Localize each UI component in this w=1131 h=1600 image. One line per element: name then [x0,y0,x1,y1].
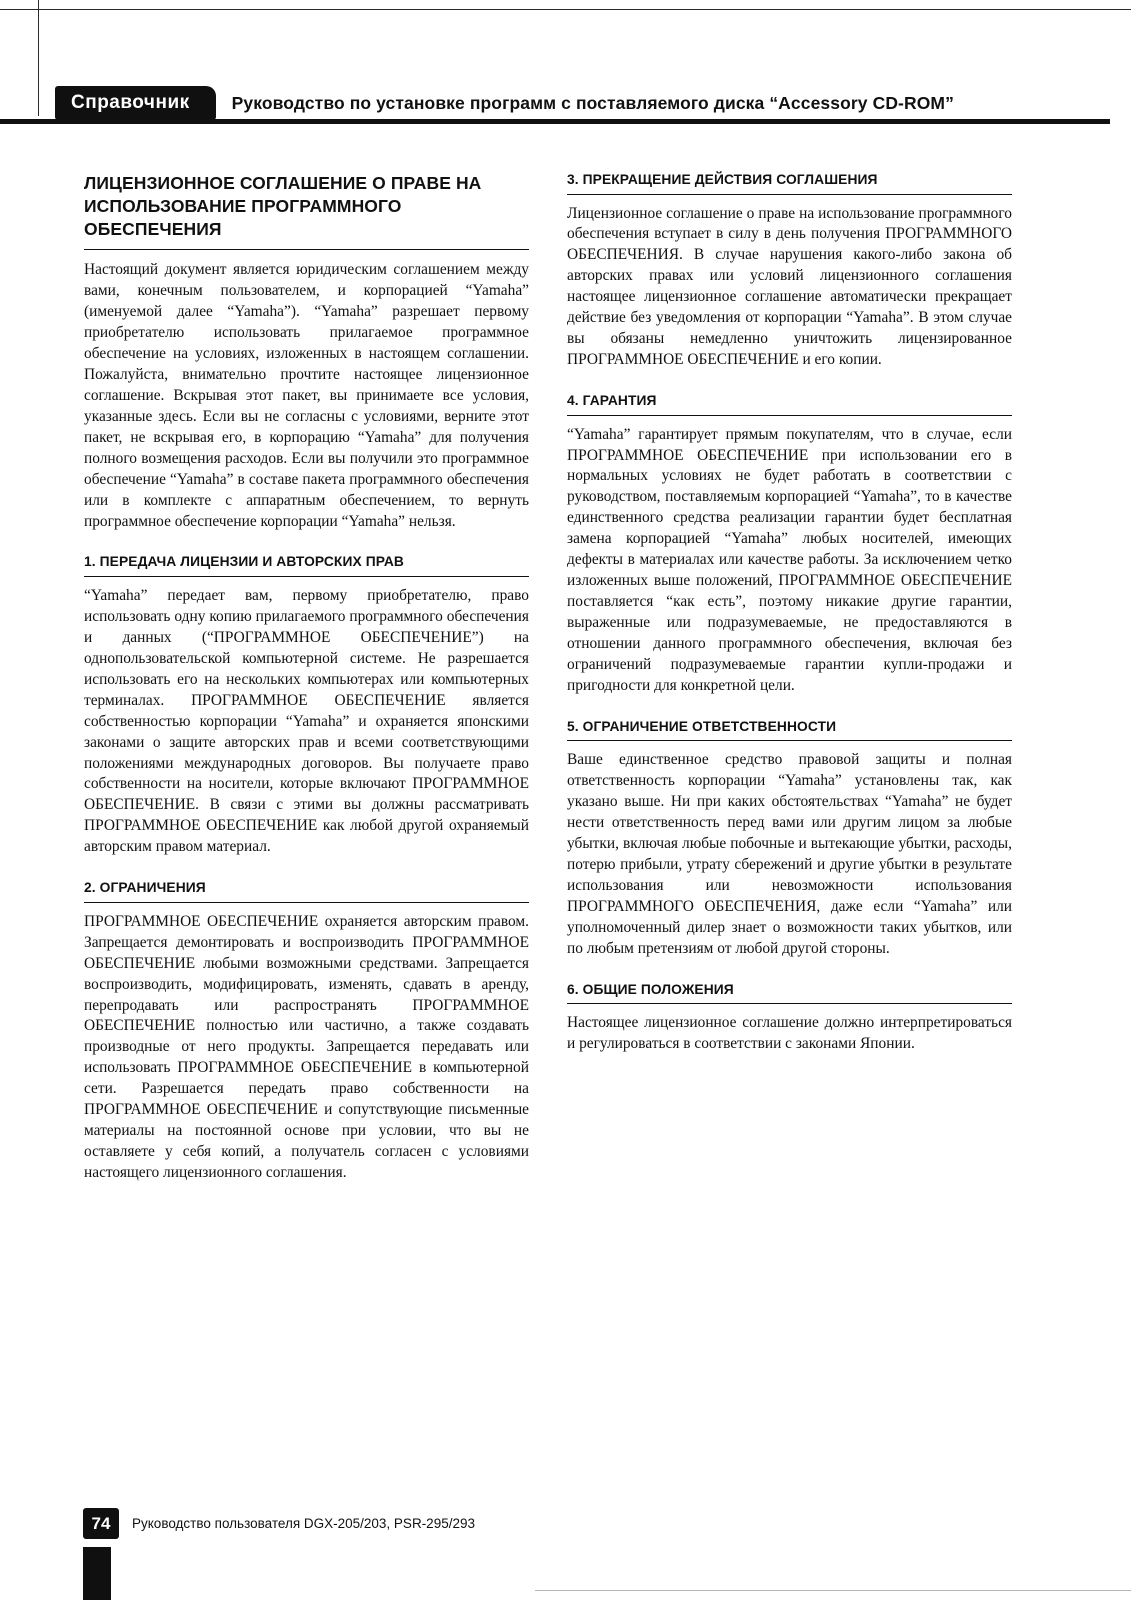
page-number-badge: 74 [83,1508,119,1539]
section-liability-limitation [567,719,1012,960]
page-footer [83,1508,475,1539]
footer-manual-title: Руководство пользователя DGX-205/203, PSR-295/293 [132,1516,475,1531]
header-divider [0,119,1110,124]
top-crop-line [0,9,1131,10]
section-termination [567,172,1012,371]
section-general-provisions [567,982,1012,1055]
section-title: 1. ПЕРЕДАЧА ЛИЦЕНЗИИ И АВТОРСКИХ ПРАВ [84,554,529,577]
section-title: 6. ОБЩИЕ ПОЛОЖЕНИЯ [567,982,1012,1005]
left-crop-line [38,0,39,116]
section-title: 2. ОГРАНИЧЕНИЯ [84,880,529,903]
license-intro-paragraph: Настоящий документ является юридическим соглашением между вами, конечным пользователем, и корпорацией “Yamaha” (именуемой далее “Yamaha”). “Yamaha” разрешает первому приобретателю использовать прилагаемое программное обеспечение на условиях, изложенных в настоящем соглашении. Пожалуйста, внимательно прочтите настоящее лицензионное соглашение. Вскрывая этот пакет, вы принимаете все условия, указанные здесь. Если вы не согласны с условиями, верните этот пакет, не вскрывая его, в корпорацию “Yamaha” для получения полного возмещения расходов. Если вы получили это программное обеспечение “Yamaha” в составе пакета программного обеспечения или в комплекте с аппаратным обеспечением, то вернуть программное обеспечение корпорации “Yamaha” нельзя. [84,261,529,530]
page-header [55,86,1111,120]
section-body: Лицензионное соглашение о праве на использование программного обеспечения вступает в силу в день получения ПРОГРАММНОГО ОБЕСПЕЧЕНИЯ. В случае нарушения какого-либо закона об авторских правах или условий лицензионного соглашения настоящее лицензионное соглашение автоматически прекращает действие без уведомления от корпорации “Yamaha”. В этом случае вы обязаны немедленно уничтожить лицензированное ПРОГРАММНОЕ ОБЕСПЕЧЕНИЕ и его копии. [567,204,1012,369]
section-title: 4. ГАРАНТИЯ [567,393,1012,416]
license-main-title: ЛИЦЕНЗИОННОЕ СОГЛАШЕНИЕ О ПРАВЕ НА ИСПОЛЬЗОВАНИЕ ПРОГРАММНОГО ОБЕСПЕЧЕНИЯ [84,173,482,240]
section-body: “Yamaha” гарантирует прямым покупателям, что в случае, если ПРОГРАММНОЕ ОБЕСПЕЧЕНИЕ при использовании его в нормальных условиях не будет работать в соответствии с руководством, поставляемым корпорацией “Yamaha”, то в качестве единственного средства реализации гарантии будет бесплатная замена корпорацией “Yamaha” любых носителей, имеющих дефекты в материалах или качестве работы. За исключением четко изложенных выше положений, ПРОГРАММНОЕ ОБЕСПЕЧЕНИЕ поставляется “как есть”, поэтому никакие другие гарантии, выраженные или подразумеваемые, не предоставляются в отношении данного программного обеспечения, включая без ограничений подразумеваемые гарантии купли-продажи и пригодности для конкретной цели. [567,425,1012,694]
section-title: 3. ПРЕКРАЩЕНИЕ ДЕЙСТВИЯ СОГЛАШЕНИЯ [567,172,1012,195]
left-column [84,172,529,1184]
main-title-divider [84,249,529,250]
section-license-grant [84,554,529,858]
section-title: 5. ОГРАНИЧЕНИЕ ОТВЕТСТВЕННОСТИ [567,719,1012,742]
section-restrictions [84,880,529,1184]
section-body: ПРОГРАММНОЕ ОБЕСПЕЧЕНИЕ охраняется авторским правом. Запрещается демонтировать и воспроизводить ПРОГРАММНОЕ ОБЕСПЕЧЕНИЕ любыми возможными средствами. Запрещается воспроизводить, модифицировать, изменять, сдавать в аренду, перепродавать или распространять ПРОГРАММНОЕ ОБЕСПЕЧЕНИЕ полностью или частично, а также создавать производные от него продукты. Запрещается передавать или использовать ПРОГРАММНОЕ ОБЕСПЕЧЕНИЕ в компьютерной сети. Разрешается передать право собственности на ПРОГРАММНОЕ ОБЕСПЕЧЕНИЕ и сопутствующие письменные материалы на постоянной основе при условии, что вы не оставляете у себя копий, а получатель согласен с условиями настоящего лицензионного соглашения. [84,912,529,1181]
section-body: Настоящее лицензионное соглашение должно интерпретироваться и регулироваться в соответствии с законами Японии. [567,1014,1012,1053]
license-agreement-content [84,172,1012,1184]
chapter-title: Руководство по установке программ с поставляемого диска “Accessory CD-ROM” [231,92,954,113]
right-column [567,172,1012,1184]
page-edge-tab-marker [83,1547,111,1600]
section-body: Ваше единственное средство правовой защиты и полная ответственность корпорации “Yamaha” установлены так, как указано выше. Ни при каких обстоятельствах “Yamaha” не будет нести ответственность перед вами или другим лицом за любые убытки, включая любые побочные и вытекающие убытки, расходы, потерю прибыли, утрату сбережений и другие убытки в результате использования или невозможности использования ПРОГРАММНОГО ОБЕСПЕЧЕНИЯ, даже если “Yamaha” или уполномоченный дилер знает о возможности таких убытков, или по любым претензиям от любой другой стороны. [567,751,1012,957]
reference-tab-badge: Справочник [55,86,216,120]
section-warranty [567,393,1012,697]
bottom-crop-line [535,1590,1131,1591]
section-body: “Yamaha” передает вам, первому приобретателю, право использовать одну копию прилагаемого программного обеспечения и данных (“ПРОГРАММНОЕ ОБЕСПЕЧЕНИЕ”) на однопользовательской компьютерной системе. Не разрешается использовать его на нескольких компьютерах или компьютерных терминалах. ПРОГРАММНОЕ ОБЕСПЕЧЕНИЕ является собственностью корпорации “Yamaha” и охраняется японскими законами о защите авторских прав и всеми соответствующими положениями международных договоров. Вы получаете право собственности на носители, которые включают ПРОГРАММНОЕ ОБЕСПЕЧЕНИЕ. В связи с этими вы должны рассматривать ПРОГРАММНОЕ ОБЕСПЕЧЕНИЕ как любой другой охраняемый авторским правом материал. [84,587,529,856]
